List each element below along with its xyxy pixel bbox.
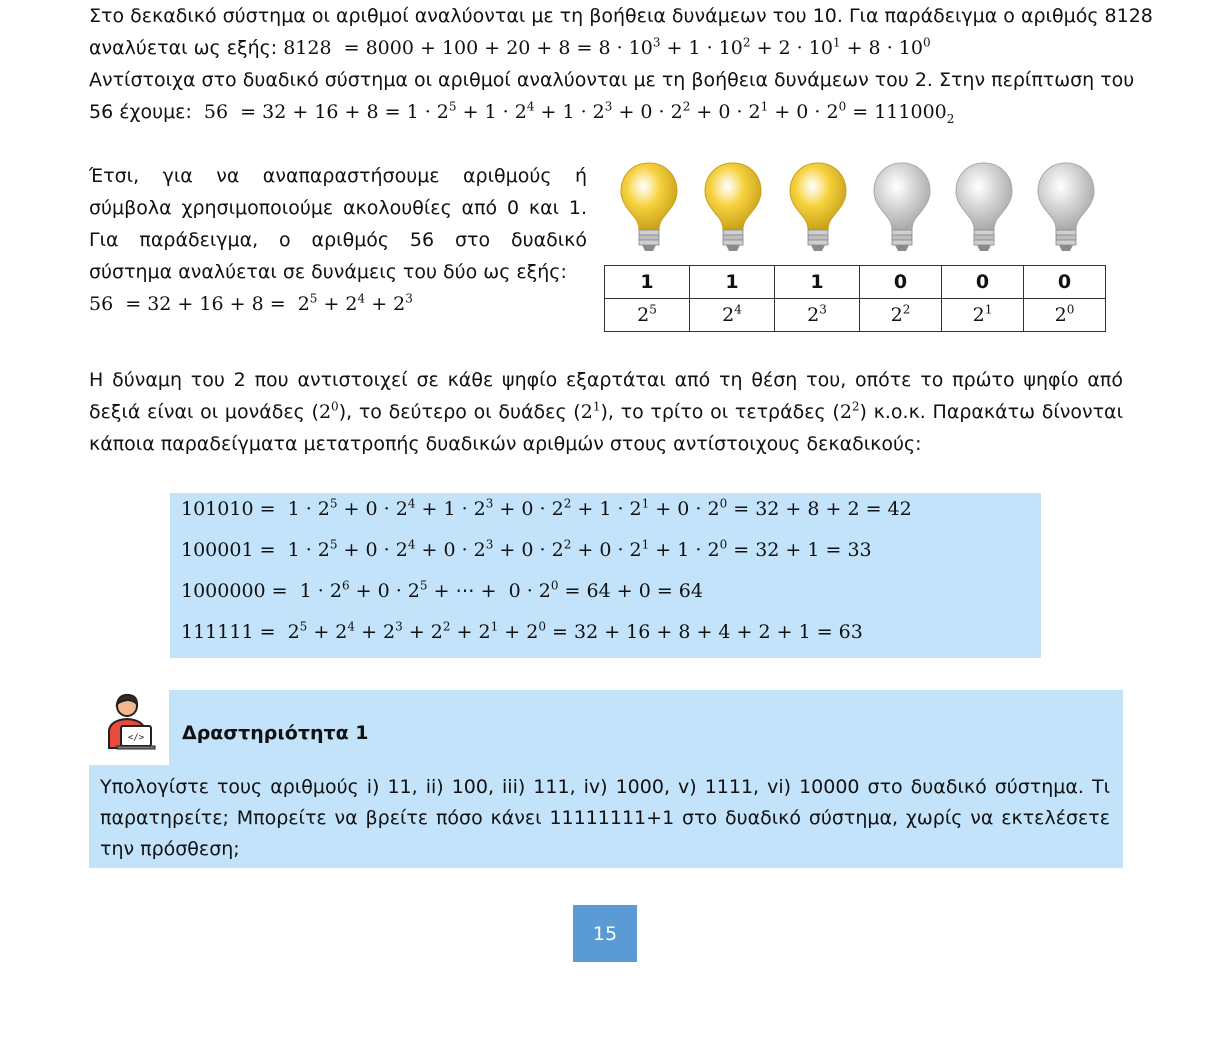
light-bulb-off-icon	[953, 160, 1015, 256]
example-1000000: $1000000 = 1 \cdot 2^6 + 0 \cdot 2^5$ + ⋯ + $0 \cdot 2^0 = 64 + 0 = 64$	[181, 578, 703, 602]
bits-row	[605, 266, 1106, 299]
example-100001: $100001 = 1 \cdot 2^5 + 0 \cdot 2^4 + 0 \cdot 2^3 + 0 \cdot 2^2 + 0 \cdot 2^1 + 1 \cdot 2^0 = 32 + 1 = 33$	[181, 537, 872, 561]
power-cell: $2^2$	[860, 299, 942, 332]
example-111111: $111111 = 2^5 + 2^4 + 2^3 + 2^2 + 2^1 + 2^0 = 32 + 16 + 8 + 4 + 2 + 1 = 63$	[181, 619, 863, 643]
light-bulb-off-icon	[871, 160, 933, 256]
activity-box	[89, 690, 1123, 868]
bit-cell: 0	[860, 266, 942, 299]
page-number: 15	[573, 905, 637, 962]
developer-laptop-icon	[103, 692, 163, 752]
light-bulb-on-icon	[702, 160, 764, 256]
intro-line-2: αναλύεται ως εξής: $8128 = 8000 + 100 + 20 + 8 = 8 \cdot 10^3 + 1 \cdot 10^2 + 2 \cdot 10^1 + 8 \cdot 10^0$	[89, 35, 931, 59]
example-101010: $101010 = 1 \cdot 2^5 + 0 \cdot 2^4 + 1 \cdot 2^3 + 0 \cdot 2^2 + 1 \cdot 2^1 + 0 \cdot 2^0 = 32 + 8 + 2 = 42$	[181, 496, 912, 520]
bit-cell: 1	[605, 266, 690, 299]
binary-intro-text: Έτσι, για να αναπαραστήσουμε αριθμούς ή σύμβολα χρησιμοποιούμε ακολουθίες από 0 και 1. Για παράδειγμα, ο αριθμός 56 στο δυαδικό σύστημα αναλύεται σε δυνάμεις του δύο ως εξής:	[89, 165, 587, 283]
bits-table	[604, 265, 1106, 332]
intro-line-4: 56 έχουμε: $56 = 32 + 16 + 8 = 1 \cdot 2^5 + 1 \cdot 2^4 + 1 \cdot 2^3 + 0 \cdot 2^2 + 0 \cdot 2^1 + 0 \cdot 2^0 = 111000_2$	[89, 99, 955, 126]
equation-56: $56 = 32 + 16 + 8 = 2^5 + 2^4 + 2^3$	[89, 291, 413, 315]
activity-body: Υπολογίστε τους αριθμούς i) 11, ii) 100, iii) 111, iv) 1000, v) 1111, vi) 10000 στο δυαδικό σύστημα. Τι παρατηρείτε; Μπορείτε να βρείτε πόσο κάνει 11111111+1 στο δυαδικό σύστημα, χωρίς να εκτελέσετε την πρόσθεση;	[100, 776, 1110, 860]
light-bulb-on-icon	[618, 160, 680, 256]
intro-line-3: Αντίστοιχα στο δυαδικό σύστημα οι αριθμοί αναλύονται με τη βοήθεια δυνάμεων του 2. Στην περίπτωση του	[89, 69, 1135, 91]
bit-cell: 0	[942, 266, 1024, 299]
svg-text:</>: </>	[127, 733, 145, 743]
power-cell: $2^5$	[605, 299, 690, 332]
light-bulb-off-icon	[1035, 160, 1097, 256]
positional-explanation: Η δύναμη του 2 που αντιστοιχεί σε κάθε ψηφίο εξαρτάται από τη θέση του, οπότε το πρώτο ψηφίο από δεξιά είναι οι μονάδες $(2^0)$, το δεύτερο οι δυάδες $(2^1)$, το τρίτο οι τετράδες $(2^2)$ κ.ο.κ. Παρακάτω δίνονται κάποια παραδείγματα μετατροπής δυαδικών αριθμών στους αντίστοιχους δεκαδικούς:	[89, 369, 1124, 455]
activity-title: Δραστηριότητα 1	[182, 722, 369, 744]
intro-line-1: Στο δεκαδικό σύστημα οι αριθμοί αναλύονται με τη βοήθεια δυνάμεων του 10. Για παράδειγμα ο αριθμός 8128	[89, 5, 1153, 27]
activity-icon-cell	[89, 690, 169, 765]
conversion-examples-box	[170, 493, 1041, 658]
power-cell: $2^4$	[690, 299, 775, 332]
intro-paragraph	[89, 0, 1153, 128]
bit-cell: 1	[775, 266, 860, 299]
powers-row	[605, 299, 1106, 332]
power-cell: $2^0$	[1024, 299, 1106, 332]
bit-cell: 0	[1024, 266, 1106, 299]
bit-cell: 1	[690, 266, 775, 299]
power-cell: $2^3$	[775, 299, 860, 332]
light-bulb-on-icon	[787, 160, 849, 256]
power-cell: $2^1$	[942, 299, 1024, 332]
